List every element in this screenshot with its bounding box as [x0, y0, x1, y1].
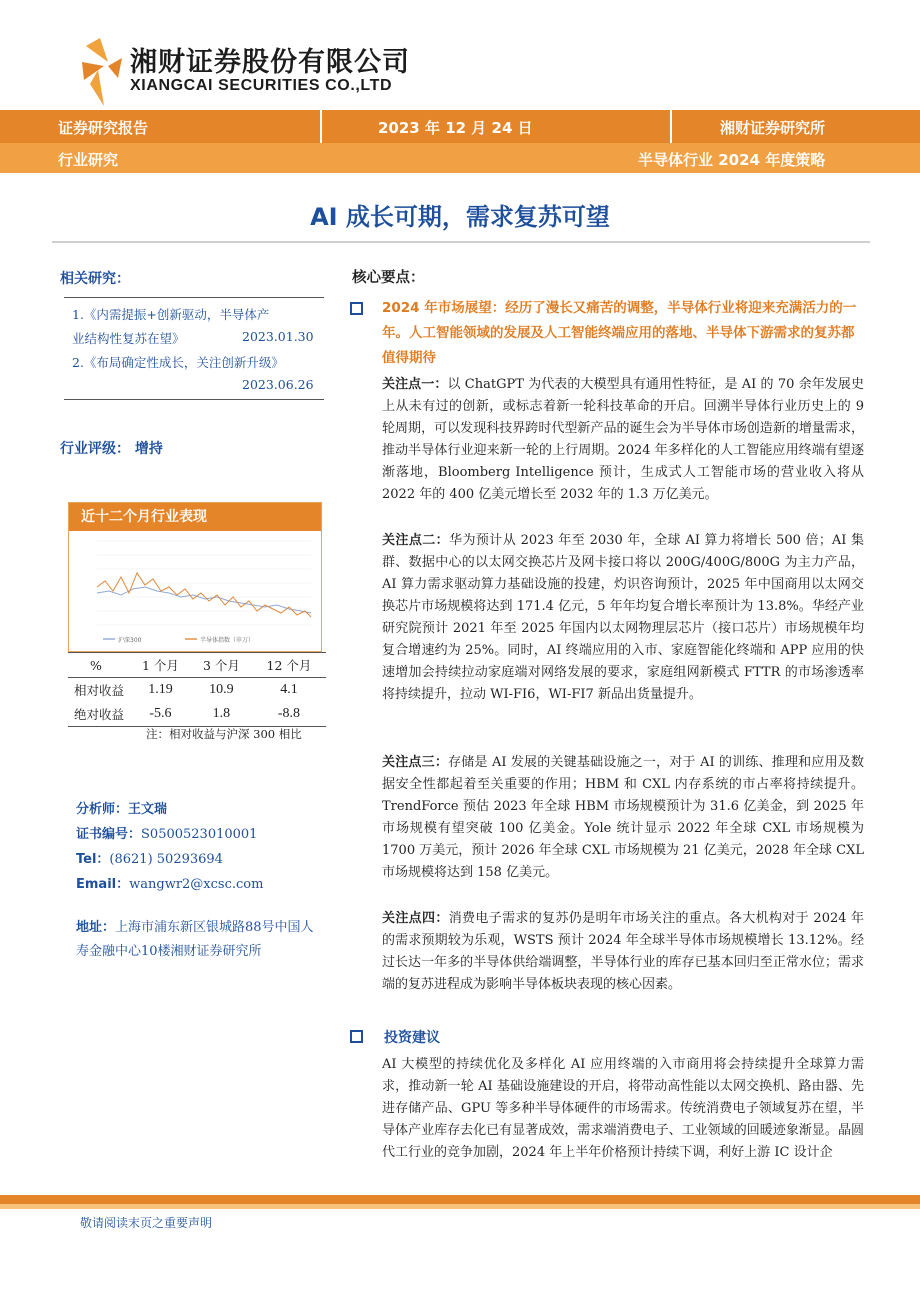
table-header: 12 个月 — [266, 658, 312, 673]
market-outlook-highlight: 2024 年市场展望：经历了漫长又痛苦的调整，半导体行业将迎来充满活力的一年。人工智能领域的发展及人工智能终端应用的落地、半导体下游需求的复苏都值得期待 — [382, 300, 857, 366]
series-line-semiconductor — [97, 573, 311, 617]
focus-point-3 — [382, 752, 864, 884]
investment-advice-text: AI 大模型的持续优化及多样化 AI 应用终端的入市商用将会持续提升全球算力需求，推动新一轮 AI 基础设施建设的开启，将带动高性能以太网交换机、路由器、先进存储产品、GPU 等多种半导体硬件的市场需求。传统消费电子领域复苏在望，半导体产业库存去化已有显著成效，需求端消费电子、工业领域的回暖迹象渐显。晶圆代工行业的竞争加剧，2024 年上半年价格预计持续下调，利好上游 IC 设计企 — [382, 1057, 864, 1160]
address-value: 上海市浦东新区银城路88号中国人寿金融中心10楼湘财证券研究所 — [76, 920, 314, 959]
table-note: 注：相对收益与沪深 300 相比 — [146, 727, 302, 741]
table-cell: 1.8 — [212, 706, 231, 721]
analyst-name — [76, 798, 167, 817]
table-cell: -8.8 — [277, 706, 301, 721]
industry-rating — [60, 438, 163, 458]
square-bullet-icon — [350, 1030, 363, 1043]
table-row — [68, 702, 326, 727]
focus-point-text: 华为预计从 2023 年至 2030 年，全球 AI 算力将增长 500 倍；AI 集群、数据中心的以太网交换芯片及网卡接口将以 200G/400G/800G 为主力产品，AI 算力需求驱动算力基础设施的投建，灼识咨询预计，2025 年中国商用以太网交换芯片市场规模将达到 171.4 亿元，5 年年均复合增长率预计为 13.8%。华经产业研究院预计 2021 年至 2025 年国内以太网物理层芯片（接口芯片）市场规模年均复合增速约为 25%。同时，AI 终端应用的入市、家庭智能化终端和 APP 应用的快速增加会持续拉动家庭端对网络发展的要求，家庭组网新模式 FTTR 的市场渗透率将持续提升，拉动 WI-FI6，WI-FI7 新品出货量提升。 — [382, 533, 864, 702]
industry-rating-label: 行业评级： — [60, 441, 130, 457]
table-header-row — [68, 653, 326, 678]
focus-point-1 — [382, 374, 864, 506]
header-divider — [670, 110, 672, 143]
chart-heading: 近十二个月行业表现 — [69, 503, 321, 531]
analyst-cert-value: S0500523010001 — [141, 827, 258, 842]
address-label: 地址： — [76, 920, 116, 935]
focus-point-text: 以 ChatGPT 为代表的大模型具有通用性特征，是 AI 的 70 余年发展史上从未有过的创新，或标志着新一轮科技革命的开启。回溯半导体行业历史上的 9 轮周期，可以发现科技界跨时代型新产品的诞生会为半导体市场创造新的增量需求，推动半导体行业迎来新一轮的上行周期。2024 年多样化的人工智能应用终端有望逐渐落地，Bloomberg Intelligence 预计，生成式人工智能市场的营业收入将从 2022 年的 400 亿美元增长至 2032 年的 1.3 万亿美元。 — [382, 377, 864, 502]
analyst-name-value: 王文瑞 — [128, 802, 168, 817]
analyst-tel-value: (8621) 50293694 — [109, 852, 223, 867]
analyst-email-value[interactable]: wangwr2@xcsc.com — [129, 877, 264, 892]
legend-semiconductor: 半导体指数（申万） — [200, 637, 255, 644]
page-title: AI 成长可期，需求复苏可望 — [310, 203, 610, 231]
title-divider — [52, 241, 870, 243]
analyst-tel-label: Tel： — [76, 852, 110, 867]
focus-point-label: 关注点二： — [382, 533, 450, 548]
table-cell: 1.19 — [148, 682, 173, 697]
divider — [64, 399, 324, 400]
row-label: 绝对收益 — [74, 707, 125, 722]
related-item-1-line1[interactable]: 1.《内需提振+创新驱动，半导体产 — [72, 307, 270, 322]
company-logo-icon — [78, 36, 124, 108]
focus-point-2 — [382, 530, 864, 706]
table-cell: 4.1 — [280, 682, 298, 697]
core-points-heading: 核心要点： — [352, 270, 425, 286]
analyst-address — [76, 916, 326, 964]
report-subject: 半导体行业 2024 年度策略 — [638, 151, 826, 169]
table-header: 1 个月 — [142, 658, 179, 673]
analyst-email-label: Email： — [76, 877, 130, 892]
table-cell: -5.6 — [149, 706, 172, 721]
focus-point-text: 存储是 AI 发展的关键基础设施之一，对于 AI 的训练、推理和应用及数据安全性都起着至关重要的作用；HBM 和 CXL 内存系统的市占率将持续提升。TrendForce 预估 2023 年全球 HBM 市场规模预计为 31.6 亿美金，到 2025 年市场规模有望突破 100 亿美金。Yole 统计显示 2022 年全球 CXL 市场规模为 1700 万美元，预计 2026 年全球 CXL 市场规模为 21 亿美元，2028 年全球 CXL 市场规模将达到 158 亿美元。 — [382, 755, 864, 880]
analyst-tel — [76, 848, 223, 867]
square-bullet-icon — [350, 302, 363, 315]
investment-advice-heading: 投资建议 — [384, 1030, 440, 1046]
analyst-email — [76, 873, 263, 892]
related-research-heading: 相关研究： — [60, 271, 130, 287]
series-line-csi300 — [97, 587, 311, 613]
footer-bar — [0, 1195, 920, 1204]
focus-point-label: 关注点一： — [382, 377, 448, 392]
report-category: 行业研究 — [58, 151, 119, 169]
table-cell: 10.9 — [209, 682, 234, 697]
related-item-1-date: 2023.01.30 — [242, 329, 314, 344]
company-name-en: XIANGCAI SECURITIES CO.,LTD — [130, 77, 393, 94]
header-divider — [320, 110, 322, 143]
performance-table — [68, 652, 326, 727]
related-item-2-date: 2023.06.26 — [242, 377, 314, 392]
disclaimer-notice: 敬请阅读末页之重要声明 — [80, 1216, 213, 1230]
focus-point-label: 关注点四： — [382, 911, 449, 926]
company-name-cn: 湘财证券股份有限公司 — [130, 47, 410, 78]
analyst-cert-label: 证书编号： — [76, 827, 142, 842]
performance-chart-plot — [75, 535, 315, 647]
focus-point-4 — [382, 908, 864, 996]
report-type: 证券研究报告 — [58, 119, 149, 137]
related-item-2-line1[interactable]: 2.《布局确定性成长，关注创新升级》 — [72, 355, 284, 370]
legend-csi300: 沪深300 — [118, 637, 142, 644]
related-item-1-line2[interactable]: 业结构性复苏在望》 — [72, 331, 185, 346]
row-label: 相对收益 — [74, 683, 125, 698]
report-date: 2023 年 12 月 24 日 — [378, 119, 533, 137]
table-row — [68, 678, 326, 703]
industry-rating-value: 增持 — [134, 441, 163, 457]
focus-point-label: 关注点三： — [382, 755, 449, 770]
industry-performance-chart — [68, 502, 322, 652]
focus-point-text: 消费电子需求的复苏仍是明年市场关注的重点。各大机构对于 2024 年的需求预期较为乐观，WSTS 预计 2024 年全球半导体市场规模增长 13.12%。经过长达一年多的半导体供给端调整，半导体行业的库存已基本回归至正常水位；需求端的复苏进程成为影响半导体板块表现的核心因素。 — [382, 911, 864, 992]
research-institute: 湘财证券研究所 — [720, 119, 826, 137]
table-header: 3 个月 — [202, 658, 240, 673]
analyst-name-label: 分析师： — [76, 802, 129, 817]
table-header: % — [90, 657, 102, 673]
footer-bar-light — [0, 1204, 920, 1209]
divider — [64, 297, 324, 298]
analyst-cert — [76, 823, 257, 842]
